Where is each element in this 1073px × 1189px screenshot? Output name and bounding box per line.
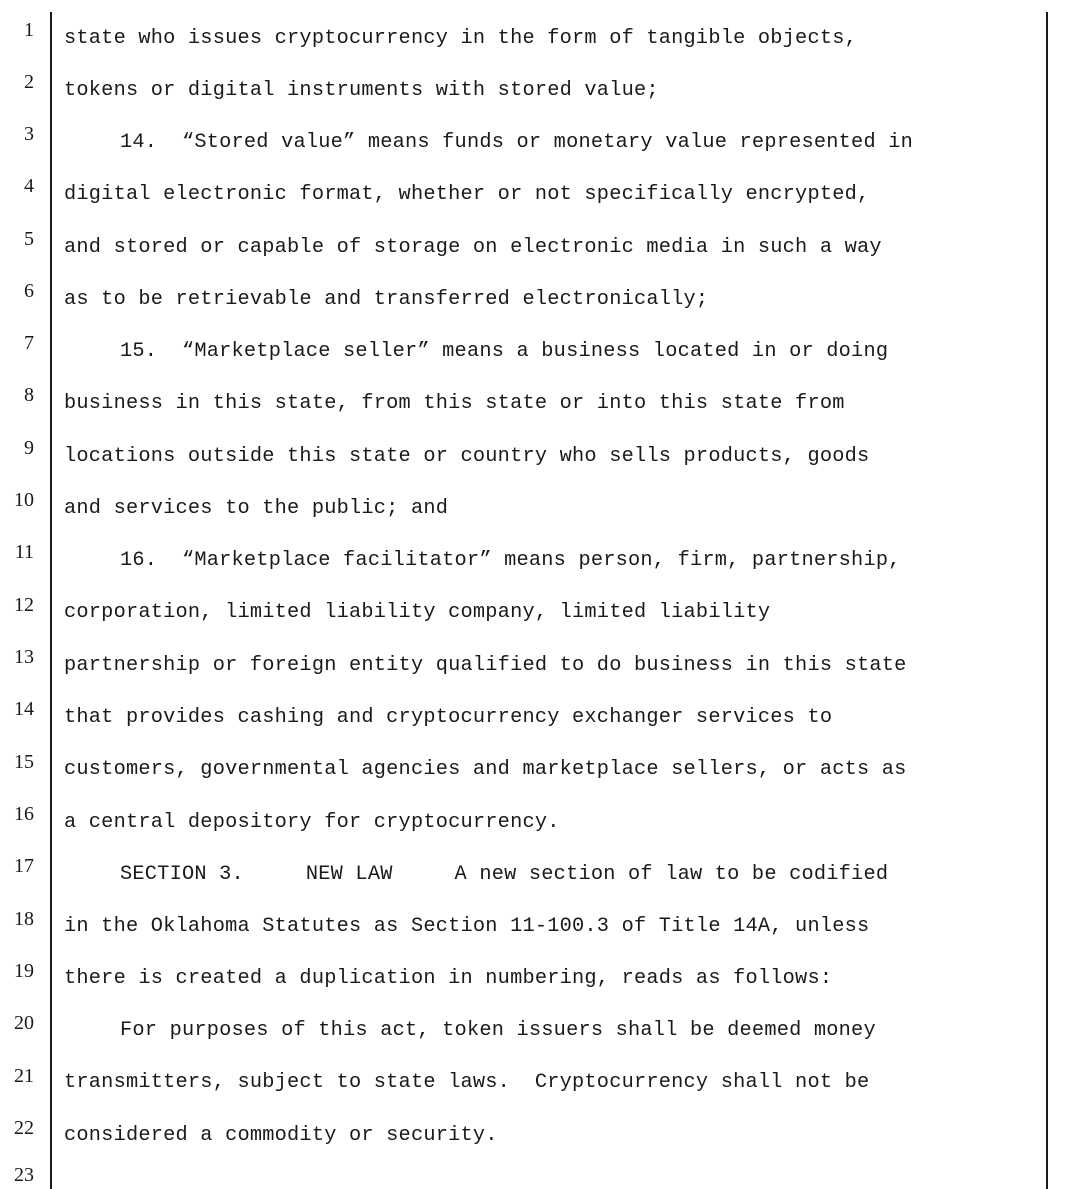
line-number: 8 [24,384,34,406]
text-line: partnership or foreign entity qualified to do business in this state [64,654,907,677]
line-number: 3 [24,123,34,145]
line-number: 6 [24,280,34,302]
text-line: 16. “Marketplace facilitator” means person, firm, partnership, [120,549,901,572]
left-margin-rule [50,12,52,1189]
text-line: and stored or capable of storage on electronic media in such a way [64,236,882,259]
line-number: 23 [14,1164,34,1186]
text-line: customers, governmental agencies and marketplace sellers, or acts as [64,758,907,781]
text-line: For purposes of this act, token issuers shall be deemed money [120,1019,876,1042]
line-number: 22 [14,1117,34,1139]
section-heading-line: SECTION 3. NEW LAW A new section of law to be codified [120,863,889,886]
line-number: 13 [14,646,34,668]
line-number: 20 [14,1012,34,1034]
line-number: 18 [14,908,34,930]
line-number: 12 [14,594,34,616]
line-number: 9 [24,437,34,459]
text-line: that provides cashing and cryptocurrency exchanger services to [64,706,833,729]
line-number: 15 [14,751,34,773]
line-number: 7 [24,332,34,354]
text-line: in the Oklahoma Statutes as Section 11-100.3 of Title 14A, unless [64,915,870,938]
line-number: 2 [24,71,34,93]
line-number: 14 [14,698,34,720]
right-margin-rule [1046,12,1048,1189]
text-line: digital electronic format, whether or not specifically encrypted, [64,183,870,206]
line-number: 19 [14,960,34,982]
line-number: 16 [14,803,34,825]
line-number: 17 [14,855,34,877]
text-line: 15. “Marketplace seller” means a business located in or doing [120,340,889,363]
text-line: business in this state, from this state or into this state from [64,392,845,415]
text-line: and services to the public; and [64,497,449,520]
line-number: 4 [24,175,34,197]
text-line: corporation, limited liability company, limited liability [64,601,771,624]
text-line: as to be retrievable and transferred electronically; [64,288,709,311]
text-line: 14. “Stored value” means funds or monetary value represented in [120,131,914,154]
line-number: 11 [14,541,34,563]
text-line: locations outside this state or country who sells products, goods [64,445,870,468]
line-number: 10 [14,489,34,511]
text-line: tokens or digital instruments with stored value; [64,79,659,102]
text-line: a central depository for cryptocurrency. [64,811,560,834]
line-number: 1 [24,19,34,41]
line-number: 21 [14,1065,34,1087]
line-number: 5 [24,228,34,250]
text-line: there is created a duplication in numbering, reads as follows: [64,967,833,990]
text-line: considered a commodity or security. [64,1124,498,1147]
text-line: state who issues cryptocurrency in the form of tangible objects, [64,27,858,50]
text-line: transmitters, subject to state laws. Cryptocurrency shall not be [64,1071,870,1094]
